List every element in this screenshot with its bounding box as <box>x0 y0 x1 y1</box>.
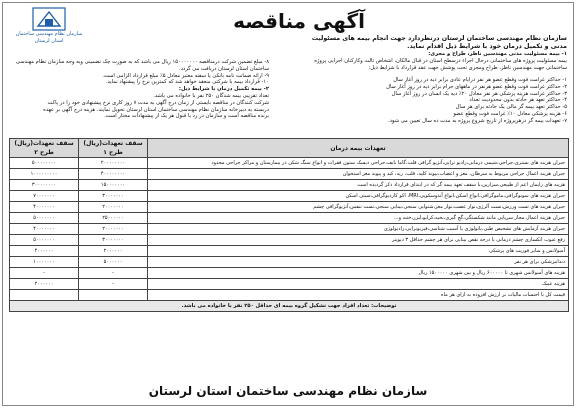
coverage-description: جبران هزینه های سونوگرافی،ماموگرافی،انواع اسکن،انواع آندوسکوپی،MRI، اکو کاردیوگرافی،سیتی اسکن <box>148 191 569 202</box>
document-page <box>2 2 574 406</box>
intro-paragraph <box>267 35 567 71</box>
coverage-description: جبران هزینه اعمال مجاز سرپایی مانند شکستگی،گچ گیری،بخیه،کرایو،لیزر،ختنه و... <box>148 213 569 224</box>
condition-item: ۳- حداکثر غرامت هزینه پزشکی هر نفر معادل ۲۰٪ دیه یک انسان در روز آغاز سال <box>391 90 567 97</box>
intro-line: مدنی و تکمیل درمان خود با شرایط ذیل اقدام نماید. <box>407 43 567 50</box>
coverage-table <box>9 138 569 312</box>
condition-item: ۷- تعهدات بیمه گر درهرپروژه از تاریخ شروع پروژه به مدت ده سال تعیین می شود. <box>388 117 567 124</box>
table-row <box>10 202 569 213</box>
plan-2-limit: ۴۰۰۰۰۰۰۰ <box>10 202 79 213</box>
condition-item: ۶- هزینه پزشکی معادل ۱۰٪ غرامت فوت وقطع عضو <box>453 110 567 117</box>
logo-caption-2: استان لرستان <box>34 38 64 44</box>
plan-1-limit: ۲۰۰۰۰۰۰۰ <box>79 202 148 213</box>
plan-1-limit: ۱۵۰۰۰۰۰۰۰ <box>79 180 148 191</box>
note-item: ۹- ارائه ضمانت نامه بانکی یا سفته معتبر معادل ۵٪ مبلغ قرارداد الزامی است. <box>102 72 269 79</box>
footer-organization-name: سازمان نظام مهندسی ساختمان استان لرستان <box>148 384 428 398</box>
intro-subline: بیمه مسئولیت پروژه های ساختمانی درحال اجراء درسطح استان در قبال مالکان، اشخاص ثالث وکارکنان اجرایی پروژه <box>314 57 567 64</box>
coverage-description: هزینه های آمبولانس شهری تا ۶۰۰۰۰۰ ریال و بین شهری ۱۵۰۰۰۰۰ ریال <box>148 268 569 279</box>
plan-2-limit: ۵۰۰۰۰۰۰۰۰ <box>10 158 79 169</box>
note-item: برنده مناقصه است و سازمان در رد یا قبول هر یک از پیشنهادات مختار است. <box>104 113 269 120</box>
coverage-description: آمبولانس و سایر فوریت های پزشکی <box>148 246 569 257</box>
note-item: ساختمان استان لرستان دریافت می گردد. <box>179 65 269 72</box>
plan-2-limit: ۳۰۰۰۰۰۰۰۰ <box>10 180 79 191</box>
table-row <box>10 169 569 180</box>
plan-2-limit: ۱۰۰۰۰۰۰۰ <box>10 257 79 268</box>
intro-subline: ساختمانی جهت مهندسین ناظر، طراح ومجری تحت پوشش جهت عقد قرارداد با شرایط ذیل: <box>368 64 567 71</box>
notice-title: آگهی مناقصه <box>233 9 365 33</box>
plan-2-limit: ۱۰۰۰۰۰۰۰۰۰ <box>10 169 79 180</box>
table-body <box>10 158 569 312</box>
table-row <box>10 180 569 191</box>
note-item: ۸- مبلغ تضمین شرکت درمناقصه ۱۵۰۰۰۰۰۰۰ ریال می باشد که به صورت چک تضمینی وبه وجه سازمان نظام مهندسی <box>15 59 269 65</box>
plan-1-limit <box>79 290 148 301</box>
plan-2-limit <box>10 290 79 301</box>
condition-item: ۱- حداکثر غرامت فوت وقطع عضو هر نفر درایام عادی برابر دیه در روز آغاز سال <box>393 77 567 83</box>
notes-list <box>9 59 269 120</box>
table-row <box>10 213 569 224</box>
plan-2-limit: ۵۰۰۰۰۰۰۰ <box>10 235 79 246</box>
building-logo-icon <box>32 7 66 31</box>
column-header-plan-1: سقف تعهدات(ریال) طرح ۱ <box>79 139 148 158</box>
plan-1-limit: - <box>79 279 148 290</box>
table-row <box>10 158 569 169</box>
note-item: تعداد تقریبی بیمه شدگان ۲۵۰ نفر با خانواده می باشد. <box>153 92 269 99</box>
table-row <box>10 235 569 246</box>
plan-1-limit: ۵۰۰۰۰۰۰ <box>79 257 148 268</box>
plan-2-limit: - <box>10 268 79 279</box>
condition-item: ۲- حداکثر غرامت فوت وقطع عضو هرنفر در ماههای حرام برابر دیه در روز آغاز سال <box>386 83 567 90</box>
coverage-description: دندانپزشکی برای هر نفر <box>148 257 569 268</box>
condition-item: ۵- حداکثر تعهد بیمه گر مالی یک حادثه برای هر سال <box>455 104 567 111</box>
table-footnote: توضیحات: تعداد افراد جهت تشکیل گروه بیمه ای حداقل ۲۵۰ نفر با خانواده می باشد. <box>10 301 569 312</box>
table-footnote-row <box>10 301 569 312</box>
table-row <box>10 279 569 290</box>
note-item: ۱۰- قرارداد بیمه با شرکتی منعقد خواهد شد که کمترین نرخ را پیشنهاد نماید. <box>105 79 269 86</box>
plan-2-limit: ۴۰۰۰۰۰۰ <box>10 246 79 257</box>
organization-logo <box>9 7 89 53</box>
coverage-description: جبران هزینه آزمایش های تشخیص طبی،پاتولوژی یا آسیب شناسی،فیزیوتراپی،رادیولوژی <box>148 224 569 235</box>
column-header-plan-2: سقف تعهدات(ریال) طرح ۲ <box>10 139 79 158</box>
coverage-description: قیمت کل با احتساب مالیات بر ارزش افزوده به ازای هر ماه <box>148 290 569 301</box>
note-item: دربسته به دبیرخانه سازمان نظام مهندسی ساختمان استان لرستان تحویل نمایند. هزینه درج آگهی بر عهده <box>43 106 269 113</box>
plan-1-limit: ۳۰۰۰۰۰۰۰ <box>79 191 148 202</box>
coverage-description: هزینه های زایمان اعم از طبیعی،سزارین،با سقف تعهد بیمه گر که در ابتدای قرارداد ذکر گردیده است <box>148 180 569 191</box>
coverage-description: رفع عیوب انکساری چشم درمانی با درجه نقص بینایی برای هر چشم حداقل ۳ دیوپتر <box>148 235 569 246</box>
table-row <box>10 268 569 279</box>
plan-2-limit: ۲۰۰۰۰۰۰ <box>10 279 79 290</box>
coverage-description: جبران هزینه های تست ورزش،تست آلرژی،نوار عصب،نوار مغز،شنوایی سنجی،بینایی سنجی،تست تنفس،آنژیوگرافی چشم <box>148 202 569 213</box>
logo-caption-1: سازمان نظام مهندسی ساختمان <box>15 31 83 37</box>
plan-2-limit: ۵۰۰۰۰۰۰۰ <box>10 213 79 224</box>
plan-1-limit: ۲۰۰۰۰۰۰۰۰ <box>79 158 148 169</box>
column-header-coverage: تعهدات بیمه درمان <box>148 139 569 158</box>
plan-1-limit: ۲۰۰۰۰۰۰۰ <box>79 224 148 235</box>
plan-2-limit: ۷۰۰۰۰۰۰۰ <box>10 191 79 202</box>
plan-1-limit: ۲۵۰۰۰۰۰۰ <box>79 213 148 224</box>
table-row <box>10 191 569 202</box>
table-row <box>10 290 569 301</box>
coverage-description: جبران هزینه اعمال جراحی مربوط به سرطان، مغز و اعصاب،پیوند کلیه، قلب، ریه، کبد و پیوند مغز استخوان <box>148 169 569 180</box>
coverage-description: هزینه عینک <box>148 279 569 290</box>
intro-subheading: ۱- بیمه مسئولیت مدنی مهندسین ناظر، طراح و مجری: <box>428 51 567 57</box>
conditions-list <box>267 77 567 125</box>
plan-2-limit: ۴۰۰۰۰۰۰۰ <box>10 224 79 235</box>
plan-1-limit: ۳۰۰۰۰۰۰۰ <box>79 235 148 246</box>
note-item: ۲- بیمه تکمیل درمان با شرایط ذیل: <box>178 86 269 93</box>
table-header-row <box>10 139 569 158</box>
coverage-description: جبران هزینه های بستری،جراحی،شیمی درمانی،رادیو تراپی،آنژیو گرافی قلب،گاما نایف،جراحی دیسک ستون فقرات و انواع سنگ شکن در بیمارستان و مراکز جراحی محدود <box>148 158 569 169</box>
table-row <box>10 224 569 235</box>
plan-1-limit: - <box>79 268 148 279</box>
table-row <box>10 257 569 268</box>
intro-line: سازمان نظام مهندسی ساختمان لرستان درنظردارد جهت انجام بیمه های مسئولیت <box>311 35 567 42</box>
plan-1-limit: ۴۰۰۰۰۰۰۰۰ <box>79 169 148 180</box>
note-item: شرکت کنندگان در مناقصه بایستی از زمان درج آگهی به مدت ۷ روز کاری نرخ پیشنهادی خود را در پاکت <box>47 99 269 106</box>
table-row <box>10 246 569 257</box>
plan-1-limit: ۲۰۰۰۰۰۰ <box>79 246 148 257</box>
condition-item: ۴- حداکثر تعهد هر حادثه بدون محدودیت تعداد <box>469 97 567 104</box>
